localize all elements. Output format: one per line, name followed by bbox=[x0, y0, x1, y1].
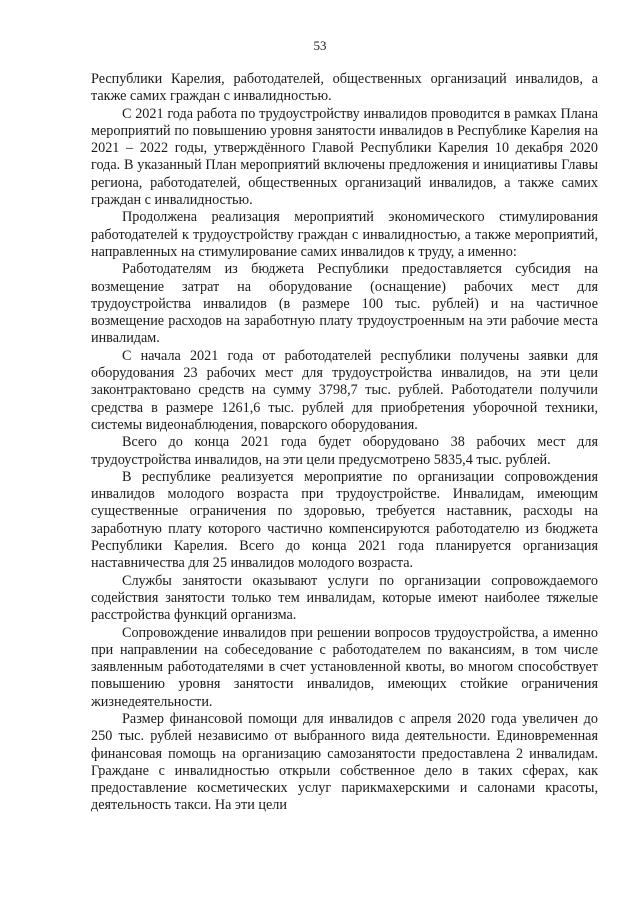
paragraph-workplaces-total: Всего до конца 2021 года будет оборудовано 38 рабочих мест для трудоустройства инвалидов, на эти цели предусмотрено 5835,4 тыс. рублей. bbox=[91, 434, 598, 468]
paragraph-employment-services: Службы занятости оказывают услуги по организации сопровождаемого содействия занятости только тем инвалидам, которые имеют наиболее тяжелые расстройства функций организма. bbox=[91, 572, 598, 624]
paragraph-work-plan: С 2021 года работа по трудоустройству инвалидов проводится в рамках Плана мероприятий по повышению уровня занятости инвалидов в Республике Карелия на 2021 – 2022 годы, утверждённого Главой Республики Карелия 10 декабря 2020 года. В указанный План мероприятий включены предложения и инициативы Главы региона, работодателей, общественных организаций инвалидов, а также самих граждан с инвалидностью. bbox=[91, 105, 598, 209]
paragraph-continuation: Республики Карелия, работодателей, общественных организаций инвалидов, а также самих граждан с инвалидностью. bbox=[91, 71, 598, 105]
paragraph-applications: С начала 2021 года от работодателей республики получены заявки для оборудования 23 рабочих мест для трудоустройства инвалидов, на эти цели законтрактовано средств на сумму 3798,7 тыс. рублей. Работодатели получили средства в размере 1261,6 тыс. рублей для приобретения уборочной техники, системы видеонаблюдения, поварского оборудования. bbox=[91, 347, 598, 433]
paragraph-economic-stimulation: Продолжена реализация мероприятий экономического стимулирования работодателей к трудоустройству граждан с инвалидностью, а также мероприятий, направленных на стимулирование самих инвалидов к труду, а именно: bbox=[91, 209, 598, 260]
page-number: 53 bbox=[313, 38, 327, 53]
paragraph-support: Сопровождение инвалидов при решении вопросов трудоустройства, а именно при направлении на собеседование с работодателем по вакансиям, в том числе заявленным работодателями в счет установленной квоты, во многом способствует повышению уровня занятости инвалидов, имеющих стойкие ограничения жизнедеятельности. bbox=[91, 624, 598, 710]
document-body bbox=[91, 71, 598, 815]
paragraph-subsidy: Работодателям из бюджета Республики предоставляется субсидия на возмещение затрат на оборудование (оснащение) рабочих мест для трудоустройства инвалидов (в размере 100 тыс. рублей) и на частичное возмещение расходов на заработную плату трудоустроенным на эти рабочие места инвалидам. bbox=[91, 261, 598, 347]
paragraph-financial-aid: Размер финансовой помощи для инвалидов с апреля 2020 года увеличен до 250 тыс. рублей независимо от выбранного вида деятельности. Единовременная финансовая помощь на организацию самозанятости предоставлена 2 инвалидам. Граждане с инвалидностью открыли собственное дело в таких сферах, как предоставление косметических услуг парикмахерскими и салонами красоты, деятельность такси. На эти цели bbox=[91, 710, 598, 814]
paragraph-mentoring: В республике реализуется мероприятие по организации сопровождения инвалидов молодого возраста при трудоустройстве. Инвалидам, имеющим существенные ограничения по здоровью, требуется наставник, расходы на заработную плату которого частично компенсируются работодателю из бюджета Республики Карелия. Всего до конца 2021 года планируется организация наставничества для 25 инвалидов молодого возраста. bbox=[91, 468, 598, 572]
